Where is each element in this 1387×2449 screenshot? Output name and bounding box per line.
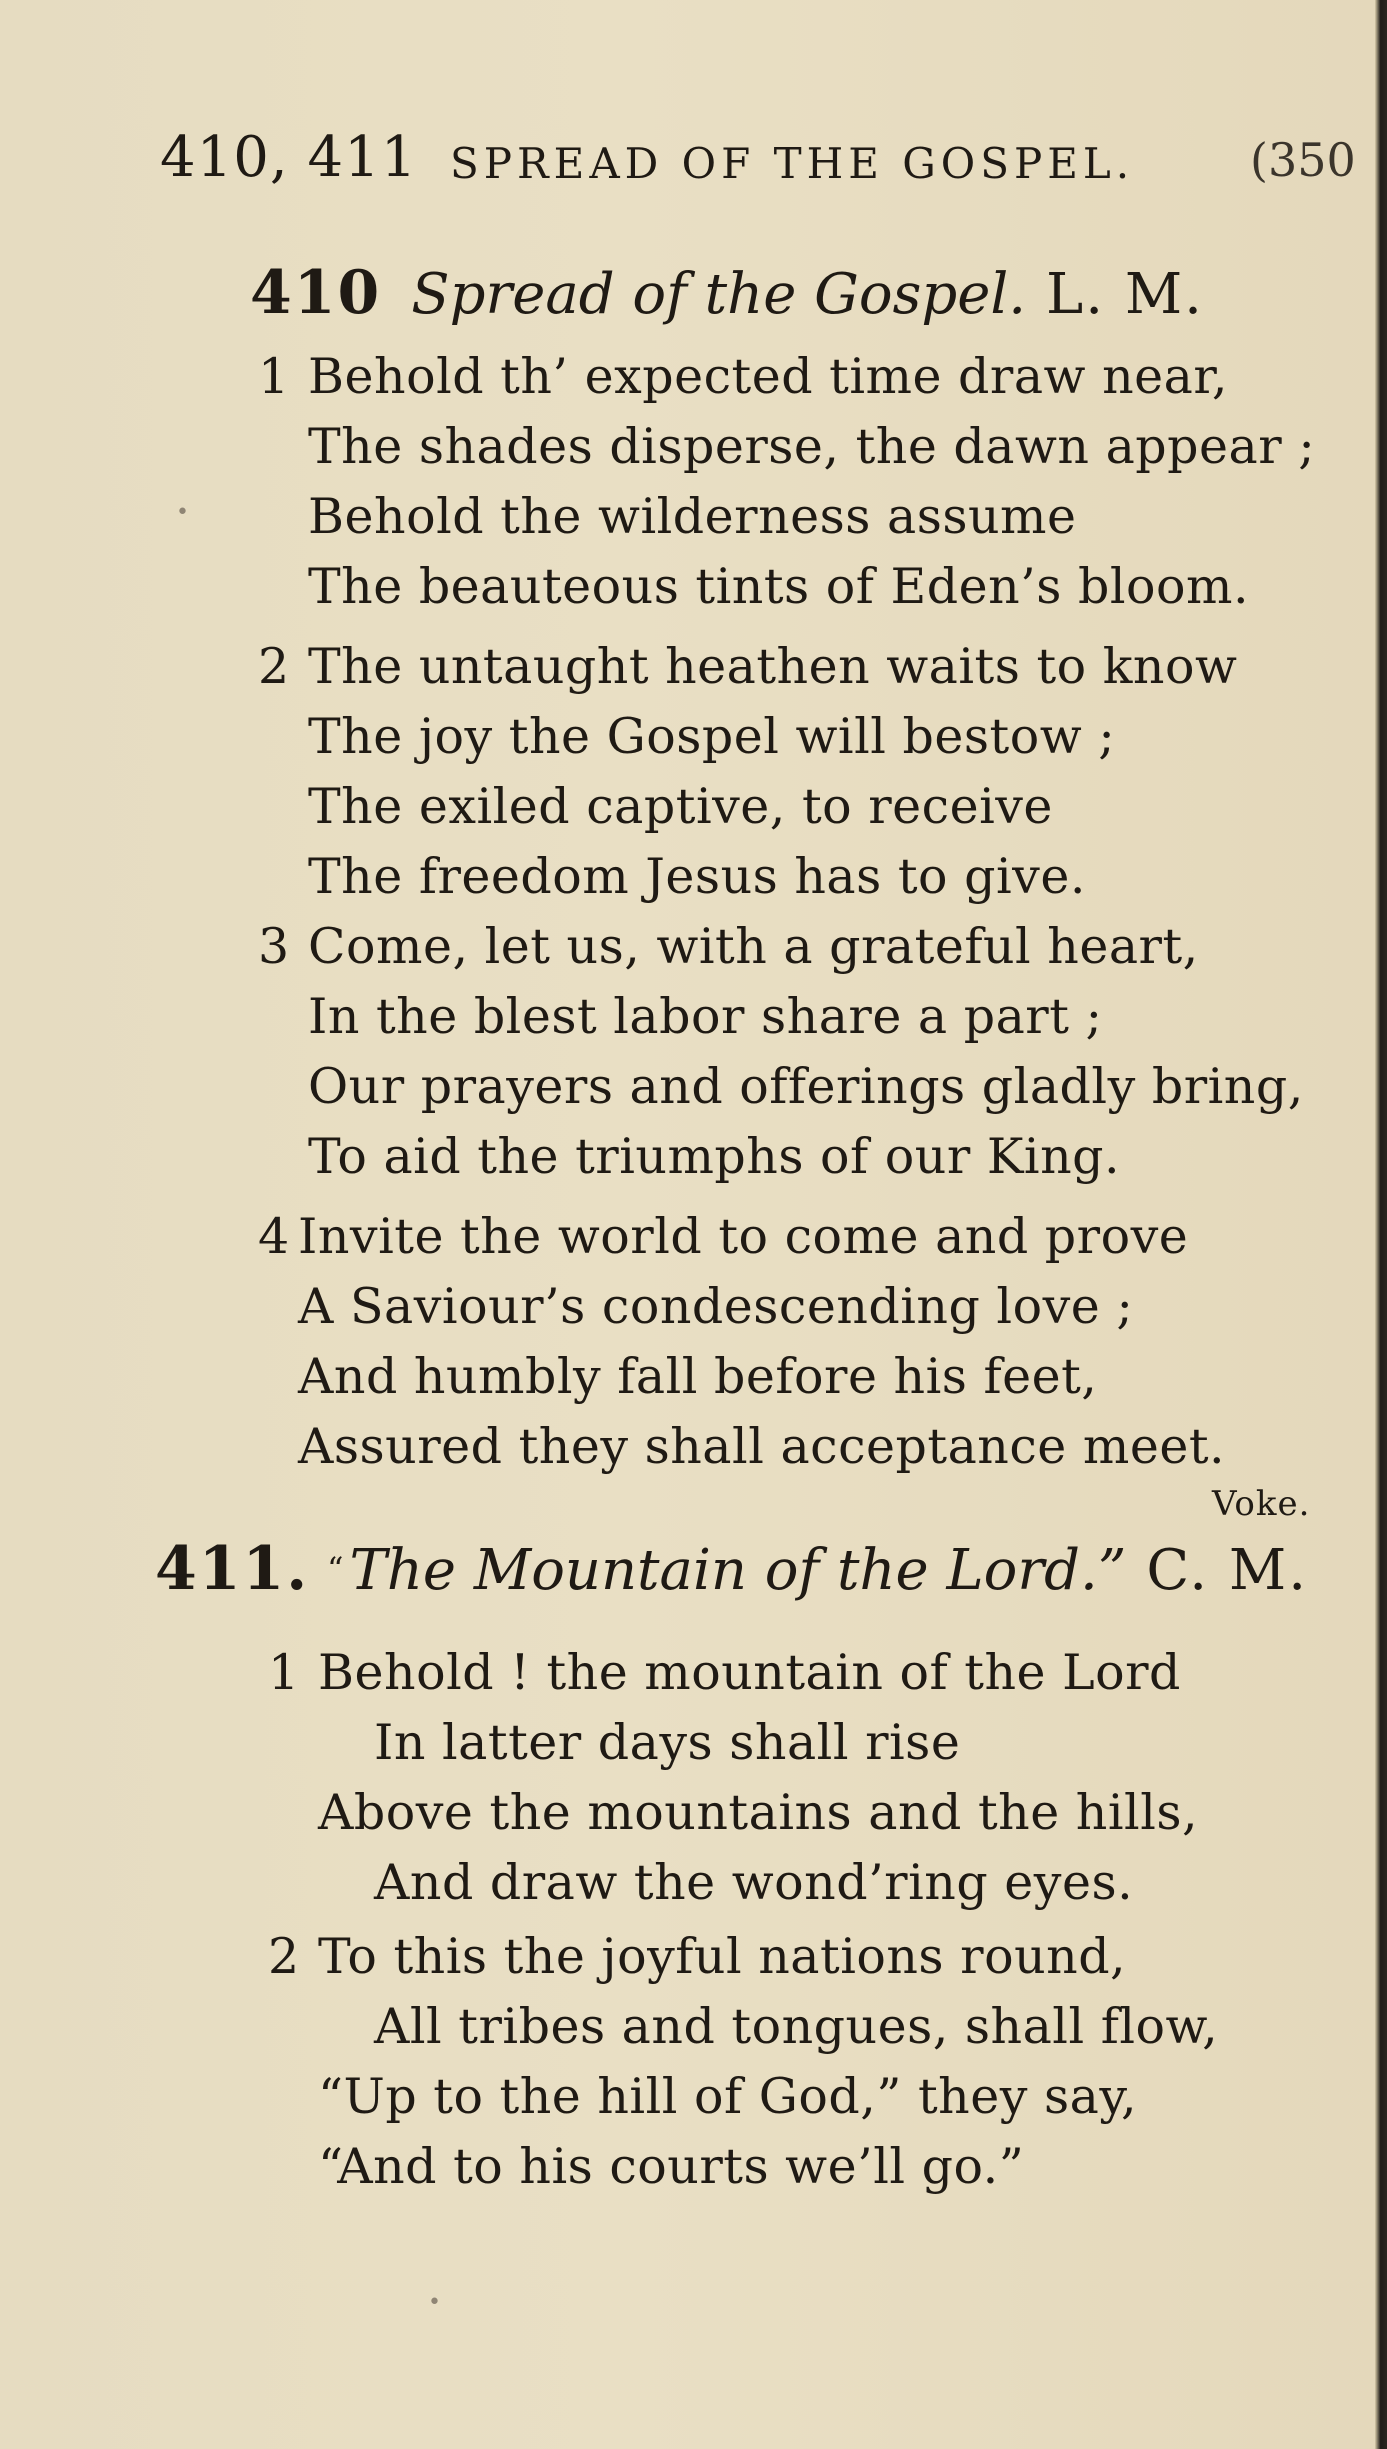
stanza-number: 4 (258, 1208, 290, 1265)
verse-line: “Up to the hill of God,” they say, (318, 2068, 1138, 2125)
verse-line: All tribes and tongues, shall flow, (374, 1998, 1219, 2055)
running-head (160, 125, 1356, 190)
verse-line: The exiled captive, to receive (308, 778, 1053, 835)
hymn-410-heading (250, 258, 1204, 330)
stanza-number: 1 (258, 348, 290, 405)
verse-line: The freedom Jesus has to give. (308, 848, 1086, 905)
running-head-title: SPREAD OF THE GOSPEL. (450, 139, 1135, 188)
verse-line: Above the mountains and the hills, (318, 1784, 1199, 1841)
hymn-number: 410 (250, 258, 382, 328)
hymn-meter: L. M. (1046, 262, 1204, 327)
verse-line-text: The untaught heathen waits to know (308, 638, 1238, 695)
hymn-411-stanza-1 (268, 1638, 1199, 1918)
verse-line: A Saviour’s condescending love ; (298, 1278, 1134, 1335)
verse-line: The shades disperse, the dawn appear ; (308, 418, 1316, 475)
verse-line: Our prayers and offerings gladly bring, (308, 1058, 1304, 1115)
hymn-410-stanza-1 (258, 342, 1316, 622)
hymn-411-stanza-2 (268, 1922, 1219, 2202)
verse-line-text: To this the joyful nations round, (318, 1928, 1127, 1985)
hymn-title: Spread of the Gospel. (411, 262, 1027, 327)
hymn-411-heading (155, 1534, 1308, 1606)
hymn-410-stanza-2 (258, 632, 1238, 912)
verse-line: The joy the Gospel will bestow ; (308, 708, 1116, 765)
verse-line: And humbly fall before his feet, (298, 1348, 1098, 1405)
verse-line: Behold the wilderness assume (308, 488, 1077, 545)
stanza-number: 3 (258, 918, 290, 975)
verse-line: “And to his courts we’ll go.” (318, 2138, 1025, 2195)
verse-line: Assured they shall acceptance meet. (298, 1418, 1226, 1475)
hymn-meter: C. M. (1146, 1538, 1309, 1603)
verse-line (258, 1202, 1225, 1272)
margin-speck: • (176, 500, 189, 525)
verse-line: The beauteous tints of Eden’s bloom. (308, 558, 1250, 615)
margin-speck: • (428, 2290, 441, 2315)
verse-line: To aid the triumphs of our King. (308, 1128, 1121, 1185)
verse-line (258, 342, 1315, 412)
verse-line-text: Behold ! the mountain of the Lord (318, 1644, 1181, 1701)
hymn-number: 411. (155, 1534, 310, 1604)
verse-line (258, 632, 1238, 702)
verse-line-text: Behold th’ expected time draw near, (308, 348, 1228, 405)
stanza-number: 2 (268, 1928, 300, 1985)
verse-line (258, 912, 1304, 982)
hymn-title: The Mountain of the Lord.” (349, 1538, 1127, 1603)
running-head-hymn-range: 410, 411 (160, 125, 418, 190)
hymn-author: Voke. (1212, 1484, 1311, 1524)
verse-line: In latter days shall rise (374, 1714, 961, 1771)
verse-line-text: Invite the world to come and prove (298, 1208, 1189, 1265)
verse-line-text: Come, let us, with a grateful heart, (308, 918, 1199, 975)
opening-quote-mark: “ (327, 1550, 344, 1588)
stanza-number: 1 (268, 1644, 300, 1701)
page-number: (350 (1250, 133, 1356, 187)
hymn-410-stanza-4 (258, 1202, 1226, 1482)
verse-line: In the blest labor share a part ; (308, 988, 1103, 1045)
verse-line (268, 1922, 1218, 1992)
verse-line (268, 1638, 1198, 1708)
verse-line: And draw the wond’ring eyes. (374, 1854, 1134, 1911)
hymn-410-stanza-3 (258, 912, 1304, 1192)
stanza-number: 2 (258, 638, 290, 695)
page-edge-shadow (1375, 0, 1387, 2449)
